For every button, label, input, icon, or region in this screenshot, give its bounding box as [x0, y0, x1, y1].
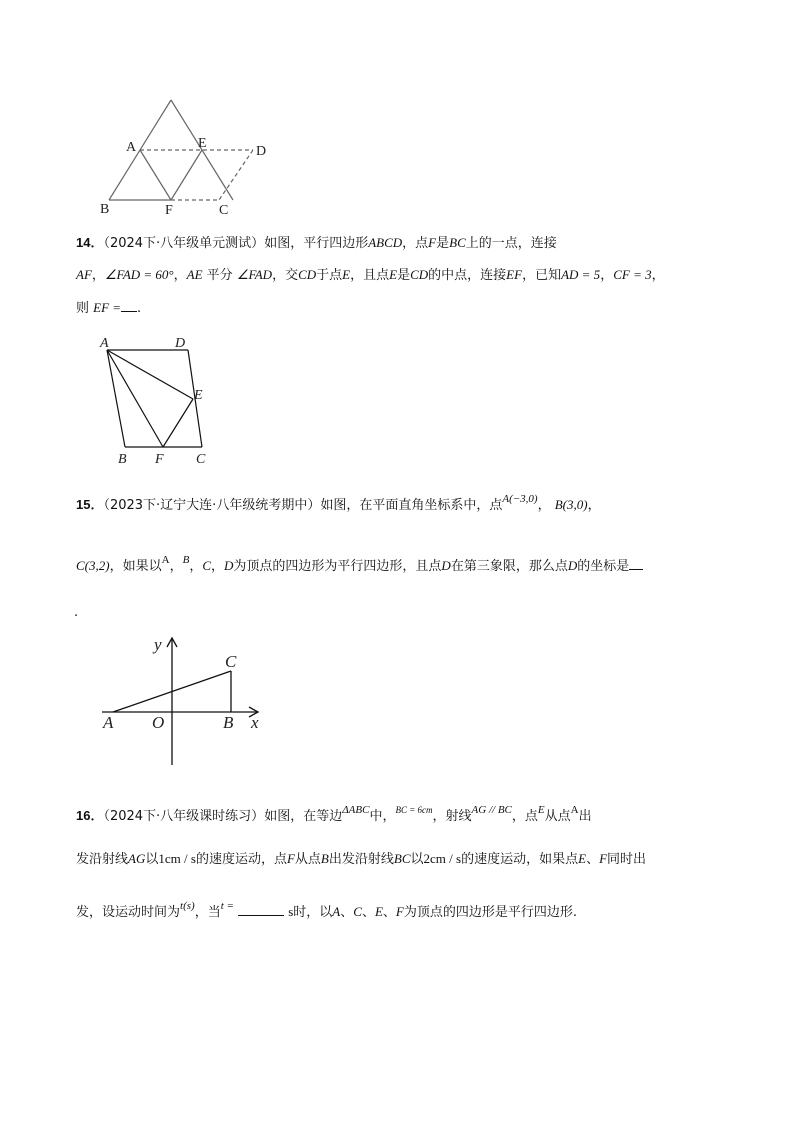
label-c: C [196, 452, 206, 467]
answer-blank[interactable] [238, 901, 284, 916]
label-d: D [175, 336, 186, 351]
q16-line-3: 发，设运动时间为$^{t(s)}$，当$^{t =}$ s时，以A、C、E、F为顶点的四边形是平行四边形. [76, 900, 578, 920]
label-b: B [118, 452, 127, 467]
q15-source: （2023下·辽宁大连·八年级统考期中） [103, 498, 321, 513]
label-a: A [103, 713, 114, 732]
label-o: O [152, 713, 165, 732]
label-e: E [198, 136, 207, 151]
q14-line-3: 则 EF = . [76, 297, 141, 319]
q16-source: （2024下·八年级课时练习） [103, 809, 265, 824]
answer-blank[interactable] [121, 297, 137, 312]
label-c: C [219, 203, 229, 218]
figure-coordinate-axes [98, 630, 278, 770]
figure-rhombus [95, 95, 285, 220]
label-b: B [223, 713, 234, 732]
label-f: F [165, 203, 173, 218]
label-d: D [256, 144, 267, 159]
label-x: x [251, 713, 259, 732]
label-e: E [194, 388, 203, 403]
segment [107, 350, 193, 399]
q16-number: 16． [76, 808, 104, 823]
q15-line-3: . [74, 605, 79, 620]
q14-line-2: AF，∠FAD = 60°，AE 平分 ∠FAD，交CD于点E，且点E是CD的中点，连接EF，已知AD = 5，CF = 3， [76, 267, 665, 283]
dashed-segment [219, 150, 253, 200]
segment [163, 399, 193, 447]
label-b: B [100, 202, 110, 217]
segment [171, 150, 202, 200]
q15-number: 15． [76, 497, 104, 512]
label-a: A [100, 336, 109, 351]
q16-line-1: 16．（2024下·八年级课时练习）如图，在等边$^{\Delta ABC}$中，$^{BC = 6cm}$，射线$^{AG // BC}$，点$^E$从点$^A$出 [76, 804, 592, 824]
label-y: y [154, 635, 162, 654]
q15-line-2: C(3,2)，如果以$^A$，$^B$，C，D为顶点的四边形为平行四边形，且点D在第三象限，那么点D的坐标是 [76, 555, 643, 577]
segment [140, 150, 171, 200]
figure-parallelogram [95, 332, 225, 472]
q16-line-2: 发沿射线AG以1cm / s的速度运动，点F从点B出发沿射线BC以2cm / s的速度运动，如果点E、F同时出 [76, 851, 647, 867]
answer-blank[interactable] [629, 555, 643, 570]
q14-source: （2024下·八年级单元测试） [103, 236, 265, 251]
label-a: A [126, 140, 137, 155]
q14-line-1: 14．（2024下·八年级单元测试）如图，平行四边形ABCD，点F是BC上的一点，连接 [76, 235, 557, 251]
q14-number: 14． [76, 235, 104, 250]
label-f: F [155, 452, 164, 467]
q15-line-1: 15．（2023下·辽宁大连·八年级统考期中）如图，在平面直角坐标系中，点$^{A(-3,0)}$， B(3,0)， [76, 493, 601, 513]
label-c: C [225, 652, 237, 671]
